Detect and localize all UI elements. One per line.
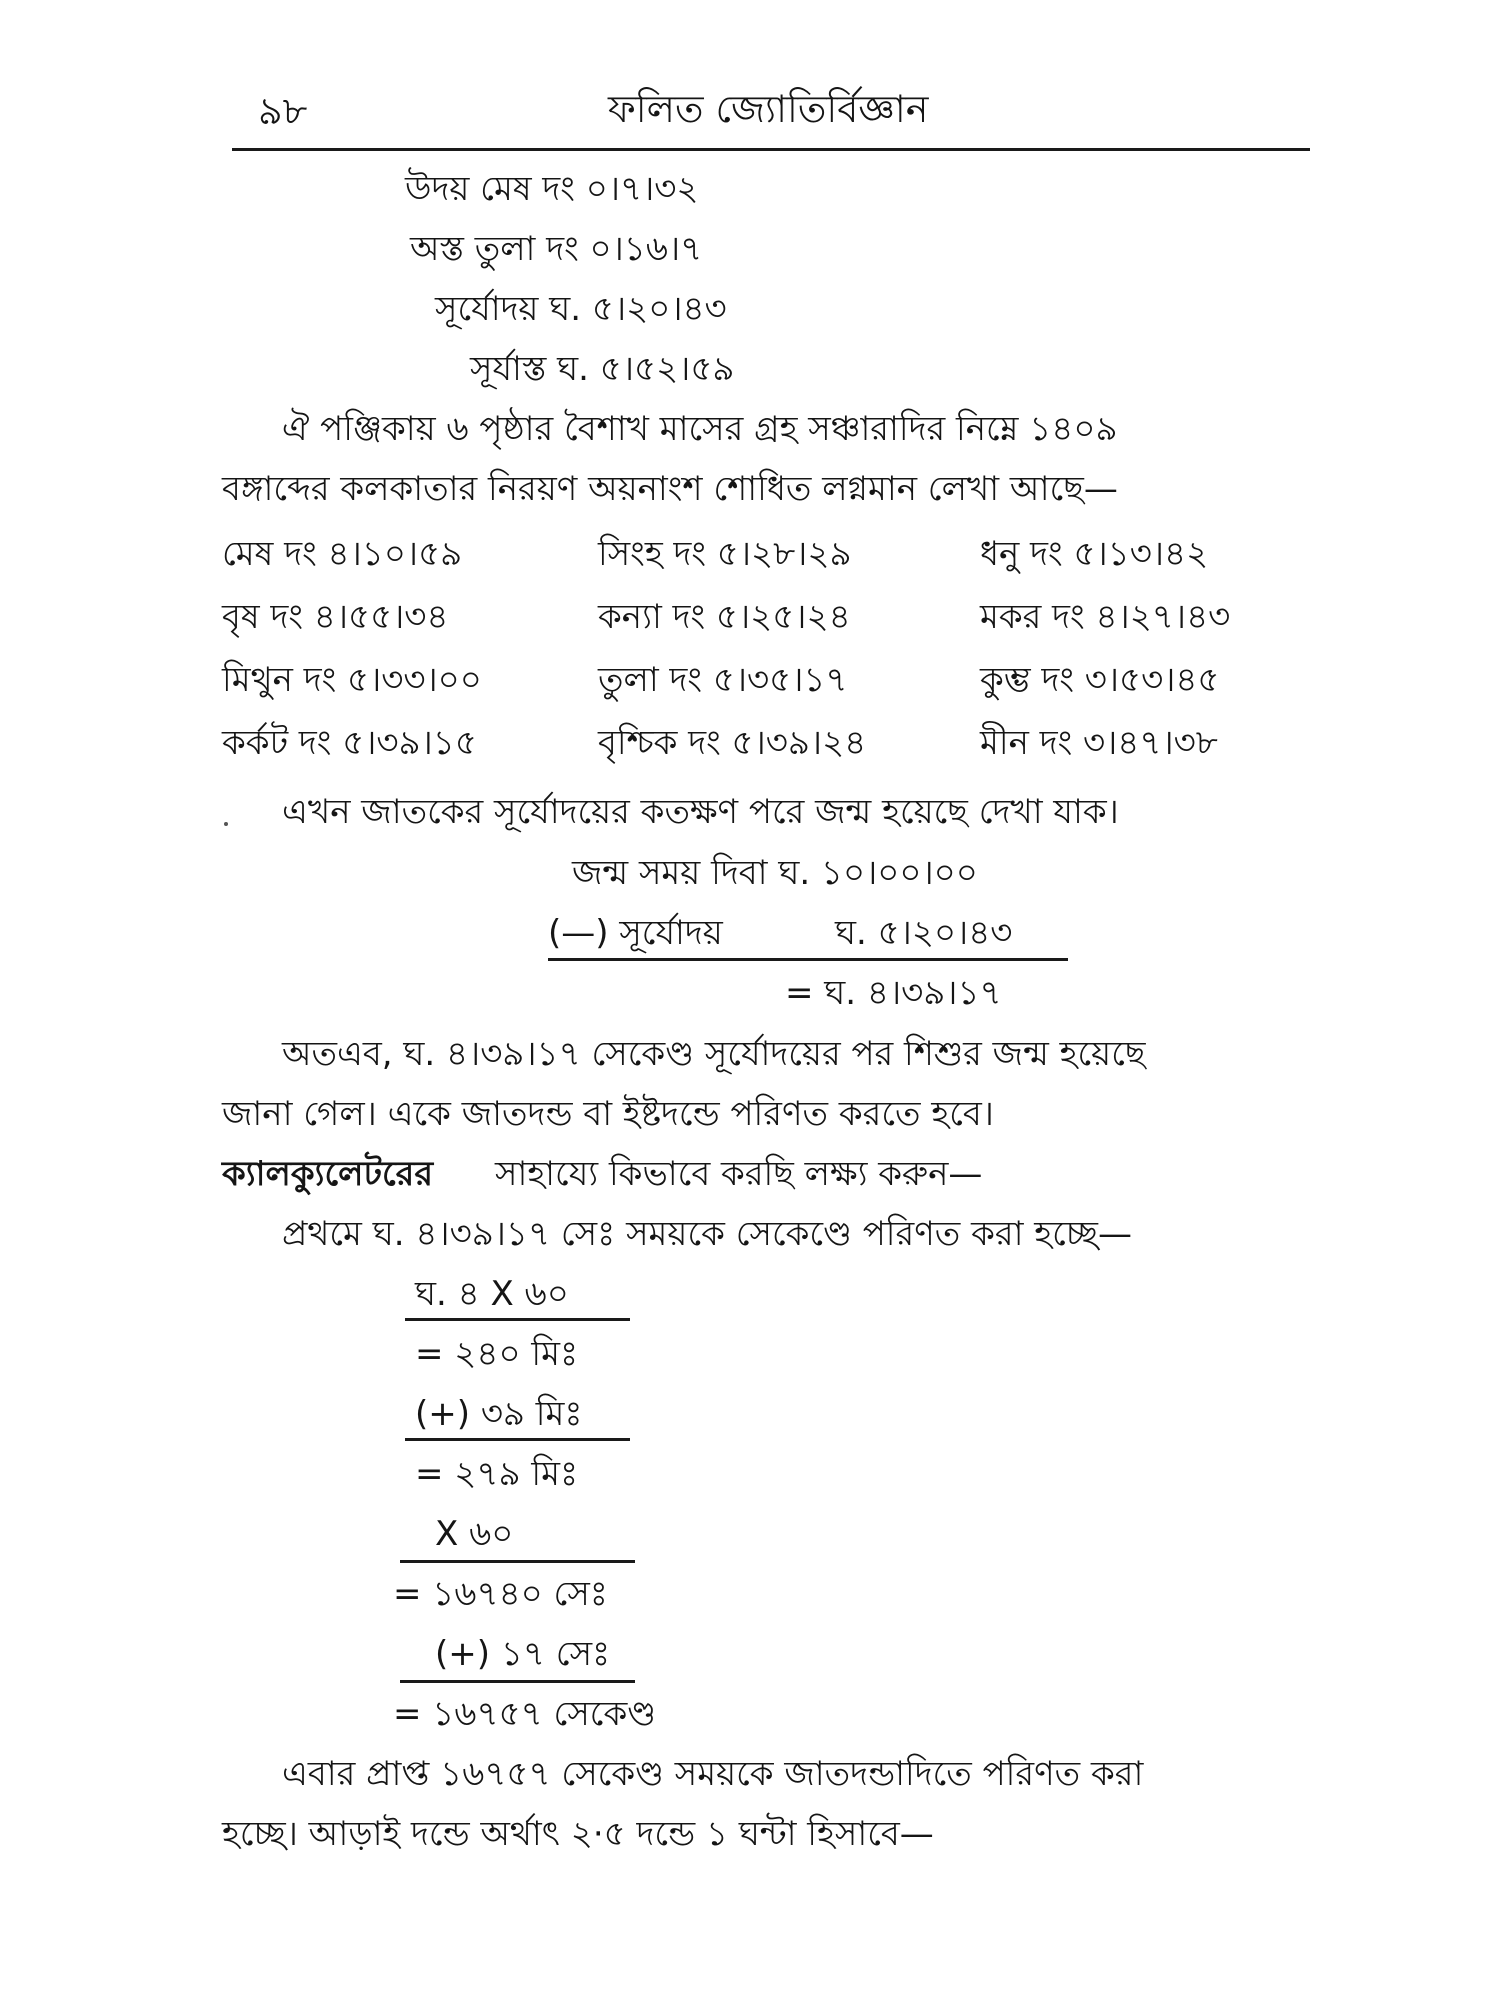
calc-step: X ৬০ — [435, 1514, 514, 1554]
calculator-emphasis: ক্যালক্যুলেটরের — [222, 1154, 434, 1194]
set-line: অস্ত তুলা দং ০।১৬।৭ — [410, 229, 703, 269]
calc-step: (+) ১৭ সেঃ — [435, 1634, 611, 1674]
paragraph-line: বঙ্গাব্দের কলকাতার নিরয়ণ অয়নাংশ শোধিত লগ্নমান লেখা আছে— — [222, 469, 1118, 509]
calc-step: = ২৪০ মিঃ — [415, 1334, 579, 1374]
lagna-cell: মকর দং ৪।২৭।৪৩ — [980, 597, 1231, 637]
lagna-cell: বৃষ দং ৪।৫৫।৩৪ — [222, 597, 449, 637]
subtraction-result: = ঘ. ৪।৩৯।১৭ — [785, 973, 1002, 1013]
paragraph-line: এবার প্রাপ্ত ১৬৭৫৭ সেকেণ্ড সময়কে জাতদন্ডাদিতে পরিণত করা — [282, 1754, 1144, 1794]
calc-step: ঘ. ৪ X ৬০ — [415, 1274, 569, 1314]
lagna-cell: সিংহ দং ৫।২৮।২৯ — [598, 534, 852, 574]
paragraph-line: প্রথমে ঘ. ৪।৩৯।১৭ সেঃ সময়কে সেকেণ্ডে পরিণত করা হচ্ছে— — [282, 1214, 1132, 1254]
page-number: ৯৮ — [258, 89, 308, 133]
calc-rule — [400, 1560, 635, 1563]
paragraph-line: এখন জাতকের সূর্যোদয়ের কতক্ষণ পরে জন্ম হয়েছে দেখা যাক। — [282, 792, 1119, 832]
paragraph-line: হচ্ছে। আড়াই দন্ডে অর্থাৎ ২·৫ দন্ডে ১ ঘন্টা হিসাবে— — [222, 1814, 934, 1854]
calc-step: = ২৭৯ মিঃ — [415, 1454, 579, 1494]
lagna-cell: ধনু দং ৫।১৩।৪২ — [980, 534, 1209, 574]
paragraph-line: ঐ পঞ্জিকায় ৬ পৃষ্ঠার বৈশাখ মাসের গ্রহ সঞ্চারাদির নিম্নে ১৪০৯ — [282, 409, 1118, 449]
lagna-cell: তুলা দং ৫।৩৫।১৭ — [598, 660, 848, 700]
lagna-cell: বৃশ্চিক দং ৫।৩৯।২৪ — [598, 723, 867, 763]
lagna-cell: মীন দং ৩।৪৭।৩৮ — [980, 723, 1218, 763]
sunset-line: সূর্যাস্ত ঘ. ৫।৫২।৫৯ — [470, 349, 735, 389]
birth-time-line: জন্ম সময় দিবা ঘ. ১০।০০।০০ — [572, 853, 978, 893]
lagna-cell: কুম্ভ দং ৩।৫৩।৪৫ — [980, 660, 1220, 700]
running-title: ফলিত জ্যোতির্বিজ্ঞান — [608, 87, 929, 131]
sunrise-line: সূর্যোদয় ঘ. ৫।২০।৪৩ — [435, 289, 727, 329]
lagna-cell: কন্যা দং ৫।২৫।২৪ — [598, 597, 851, 637]
sunrise-subtract-label: (—) সূর্যোদয় — [548, 913, 723, 953]
rise-line: উদয় মেষ দং ০।৭।৩২ — [405, 169, 699, 209]
sunrise-subtract-value: ঘ. ৫।২০।৪৩ — [835, 913, 1013, 953]
paragraph-line: অতএব, ঘ. ৪।৩৯।১৭ সেকেণ্ড সূর্যোদয়ের পর শিশুর জন্ম হয়েছে — [282, 1034, 1146, 1074]
lagna-cell: কর্কট দং ৫।৩৯।১৫ — [222, 723, 477, 763]
calc-step: = ১৬৭৫৭ সেকেণ্ড — [393, 1694, 657, 1734]
paragraph-line: জানা গেল। একে জাতদন্ড বা ইষ্টদন্ডে পরিণত করতে হবে। — [222, 1094, 994, 1134]
calc-rule — [405, 1318, 630, 1321]
calc-rule — [400, 1680, 635, 1683]
calc-step: = ১৬৭৪০ সেঃ — [393, 1574, 608, 1614]
calc-step: (+) ৩৯ মিঃ — [415, 1394, 583, 1434]
paragraph-line: সাহায্যে কিভাবে করছি লক্ষ্য করুন— — [495, 1154, 983, 1194]
header-rule — [232, 148, 1310, 151]
ink-speck — [224, 822, 228, 826]
calc-rule — [405, 1438, 630, 1441]
subtraction-rule — [548, 958, 1068, 961]
lagna-cell: মিথুন দং ৫।৩৩।০০ — [222, 660, 482, 700]
lagna-cell: মেষ দং ৪।১০।৫৯ — [222, 534, 463, 574]
